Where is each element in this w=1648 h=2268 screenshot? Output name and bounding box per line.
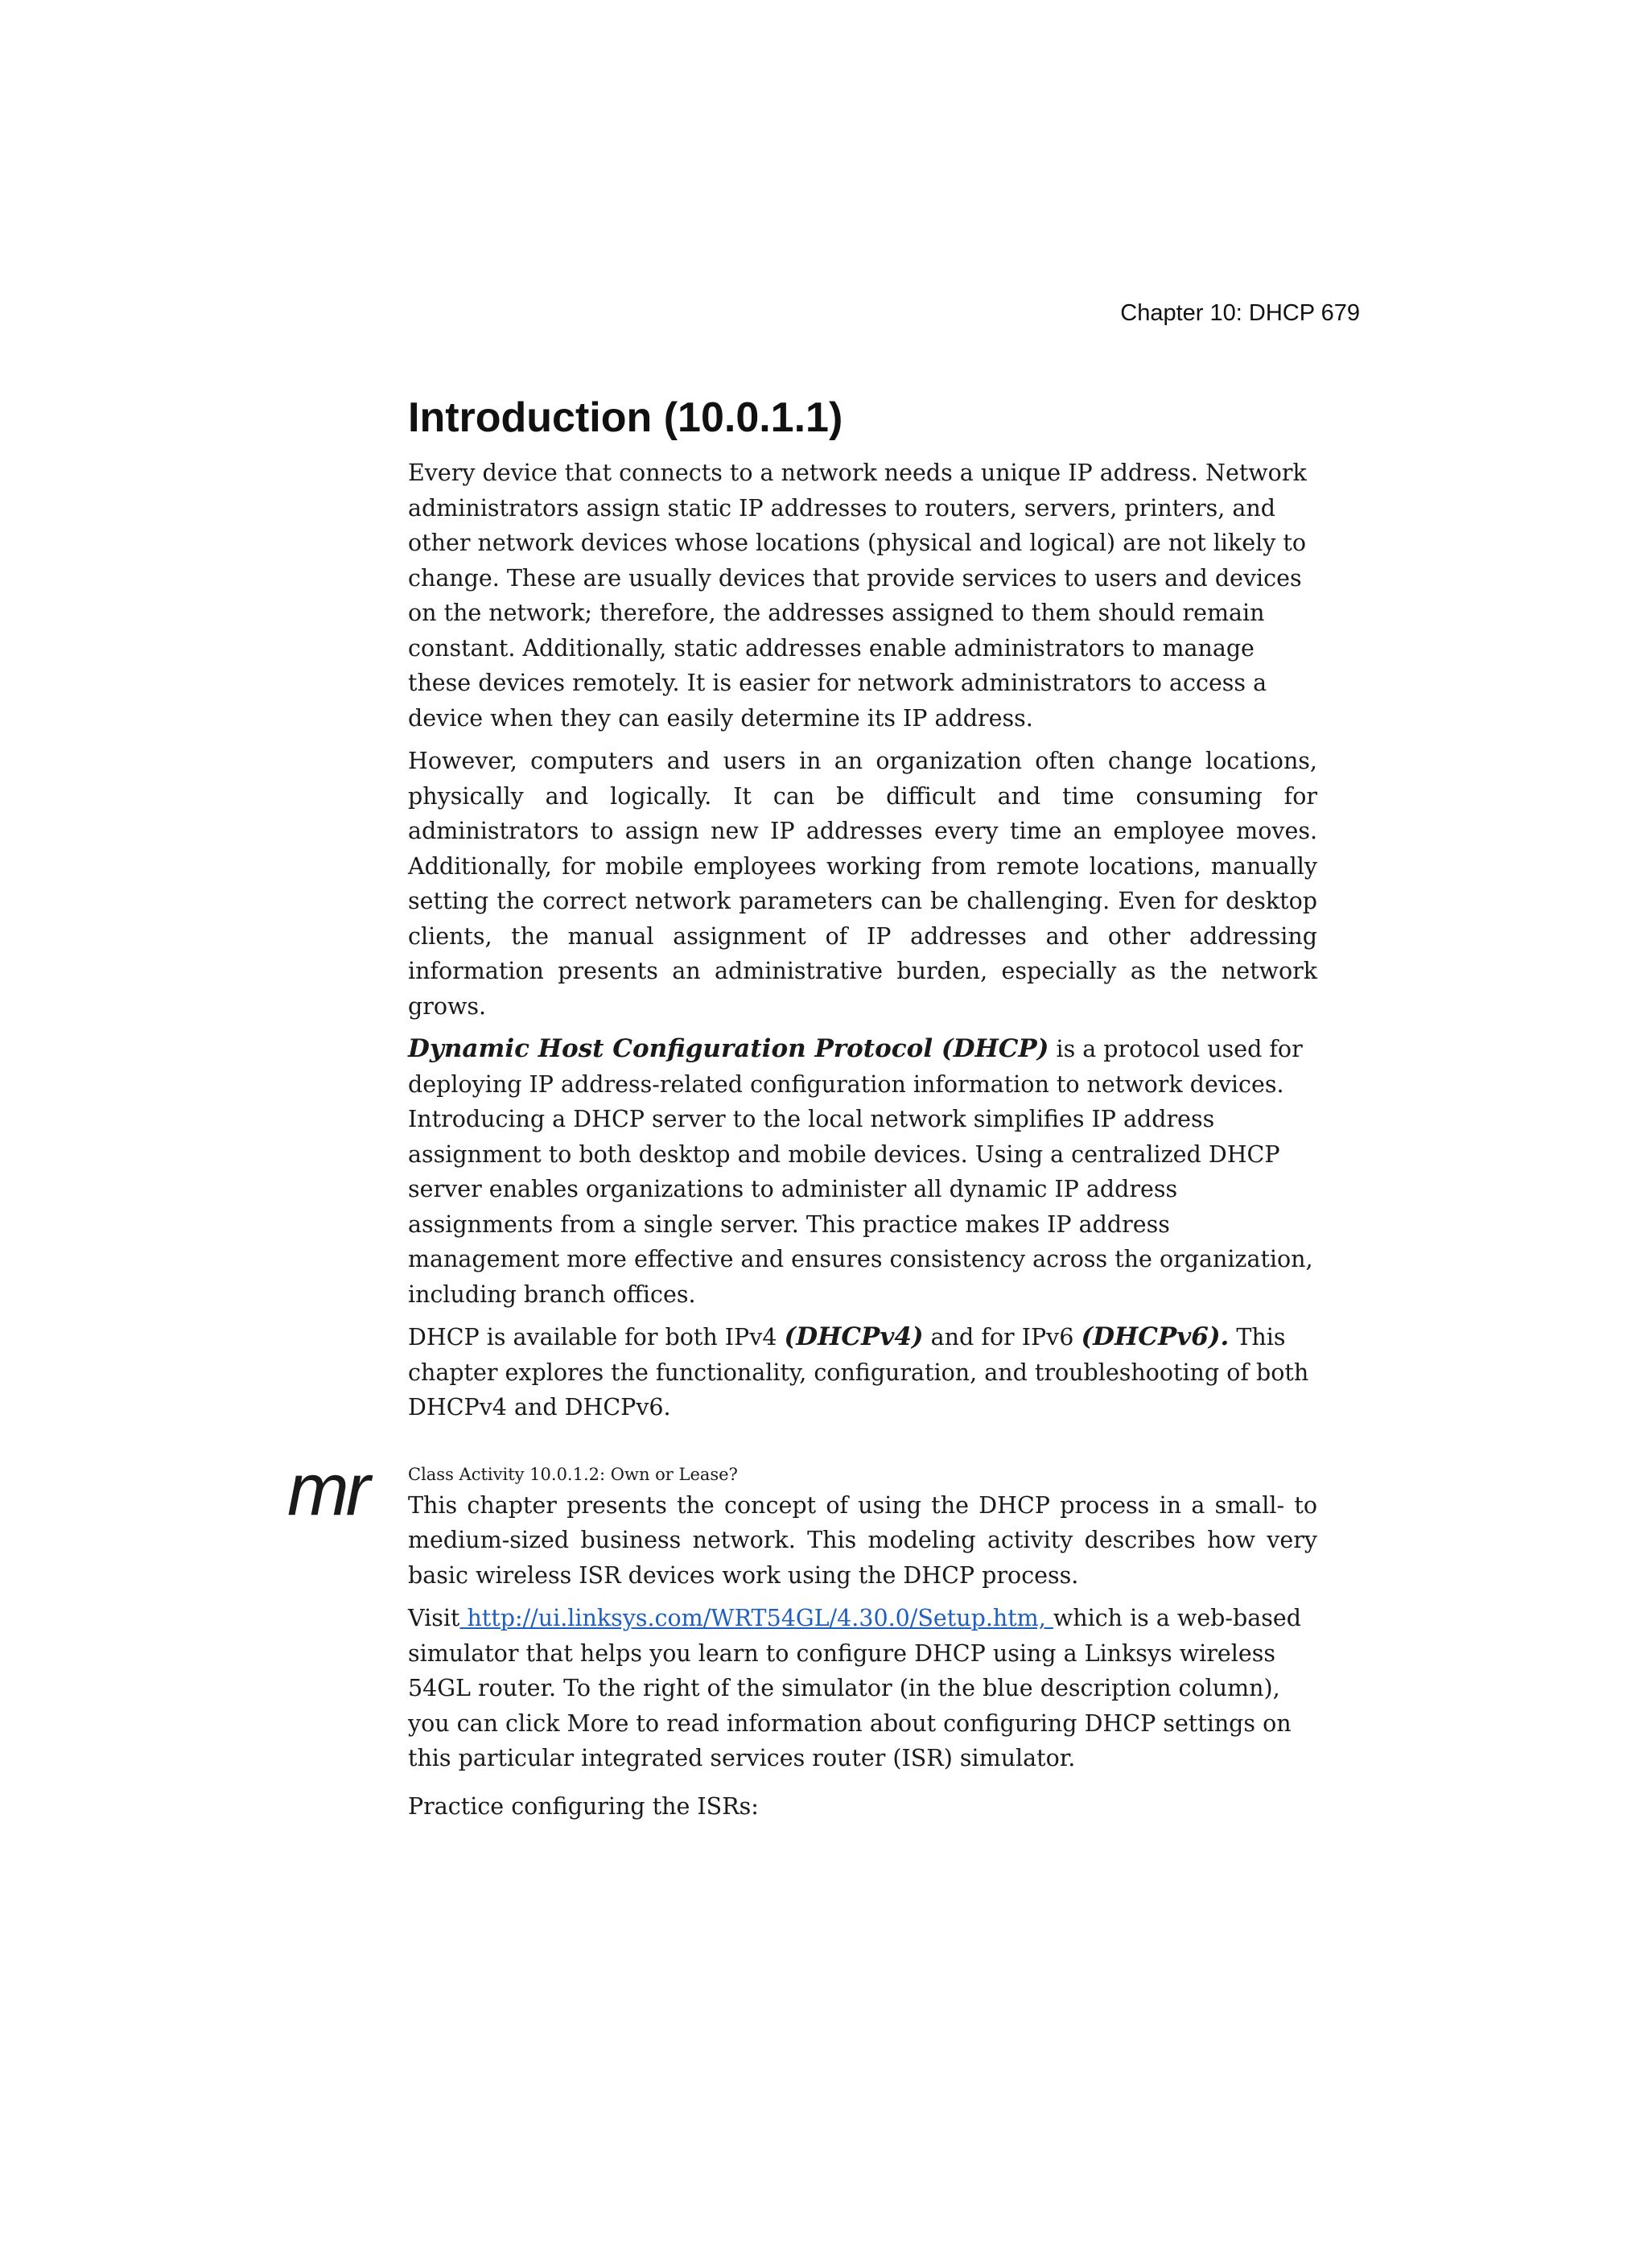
page-content	[287, 393, 1317, 1832]
activity-paragraph-intro: This chapter presents the concept of using the DHCP process in a small- to medium-sized business network. This modeling activity describes how very basic wireless ISR devices work using the DHCP process.	[408, 1491, 1317, 1589]
section-heading: Introduction (10.0.1.1)	[408, 394, 843, 441]
paragraph-changing-locations: However, computers and users in an organization often change locations, physically and logically. It can be difficult and time consuming for administrators to assign new IP addresses every time an employee moves. Additionally, for mobile employees working from remote locations, manually setting the correct network parameters can be challenging. Even for desktop clients, the manual assignment of IP addresses and other addressing information presents an administrative burden, especially as the network grows.	[408, 748, 1317, 1020]
key-term-dhcpv4: (DHCPv4)	[784, 1322, 924, 1351]
paragraph-dhcp-versions	[408, 1320, 1317, 1425]
paragraph-dhcp-versions-text-c: This chapter explores the functionality, configuration, and troubleshooting of both DHCPv4 and DHCPv6.	[408, 1324, 1309, 1421]
paragraph-dhcp-definition-text: is a protocol used for deploying IP address-related configuration information to network devices. Introducing a DHCP server to the local network simplifies IP address assignment to both desktop and mobile devices. Using a centralized DHCP server enables organizations to administer all dynamic IP address assignments from a single server. This practice makes IP address management more effective and ensures consistency across the organization, including branch offices.	[408, 1036, 1313, 1308]
paragraph-dhcp-versions-text-b: and for IPv6	[923, 1324, 1082, 1350]
class-activity-label: Class Activity 10.0.1.2: Own or Lease?	[408, 1464, 738, 1484]
key-term-dhcpv6: (DHCPv6).	[1081, 1322, 1230, 1351]
class-activity-icon: mr	[287, 1448, 368, 1531]
paragraph-dhcp-definition	[408, 1032, 1317, 1312]
simulator-link[interactable]: http://ui.linksys.com/WRT54GL/4.30.0/Setup.htm,	[459, 1605, 1053, 1631]
activity-paragraph-practice: Practice configuring the ISRs:	[408, 1792, 759, 1820]
key-term-dhcp: Dynamic Host Configuration Protocol (DHCP)	[408, 1034, 1049, 1063]
activity-visit-text: Visit	[408, 1605, 460, 1631]
class-activity	[287, 1448, 1317, 1825]
running-head: Chapter 10: DHCP 679	[1120, 300, 1360, 326]
activity-paragraph-visit	[408, 1601, 1317, 1776]
paragraph-dhcp-versions-text-a: DHCP is available for both IPv4	[408, 1324, 785, 1350]
activity-visit-rest: which is a web-based simulator that helps you learn to configure DHCP using a Linksys wireless 54GL router. To the right of the simulator (in the blue description column), you can click More to read information about configuring DHCP settings on this particular integrated services router (ISR) simulator.	[408, 1605, 1302, 1771]
paragraph-static-addressing: Every device that connects to a network needs a unique IP address. Network administrators assign static IP addresses to routers, servers, printers, and other network devices whose locations (physical and logical) are not likely to change. These are usually devices that provide services to users and devices on the network; therefore, the addresses assigned to them should remain constant. Additionally, static addresses enable administrators to manage these devices remotely. It is easier for network administrators to access a device when they can easily determine its IP address.	[408, 460, 1307, 732]
